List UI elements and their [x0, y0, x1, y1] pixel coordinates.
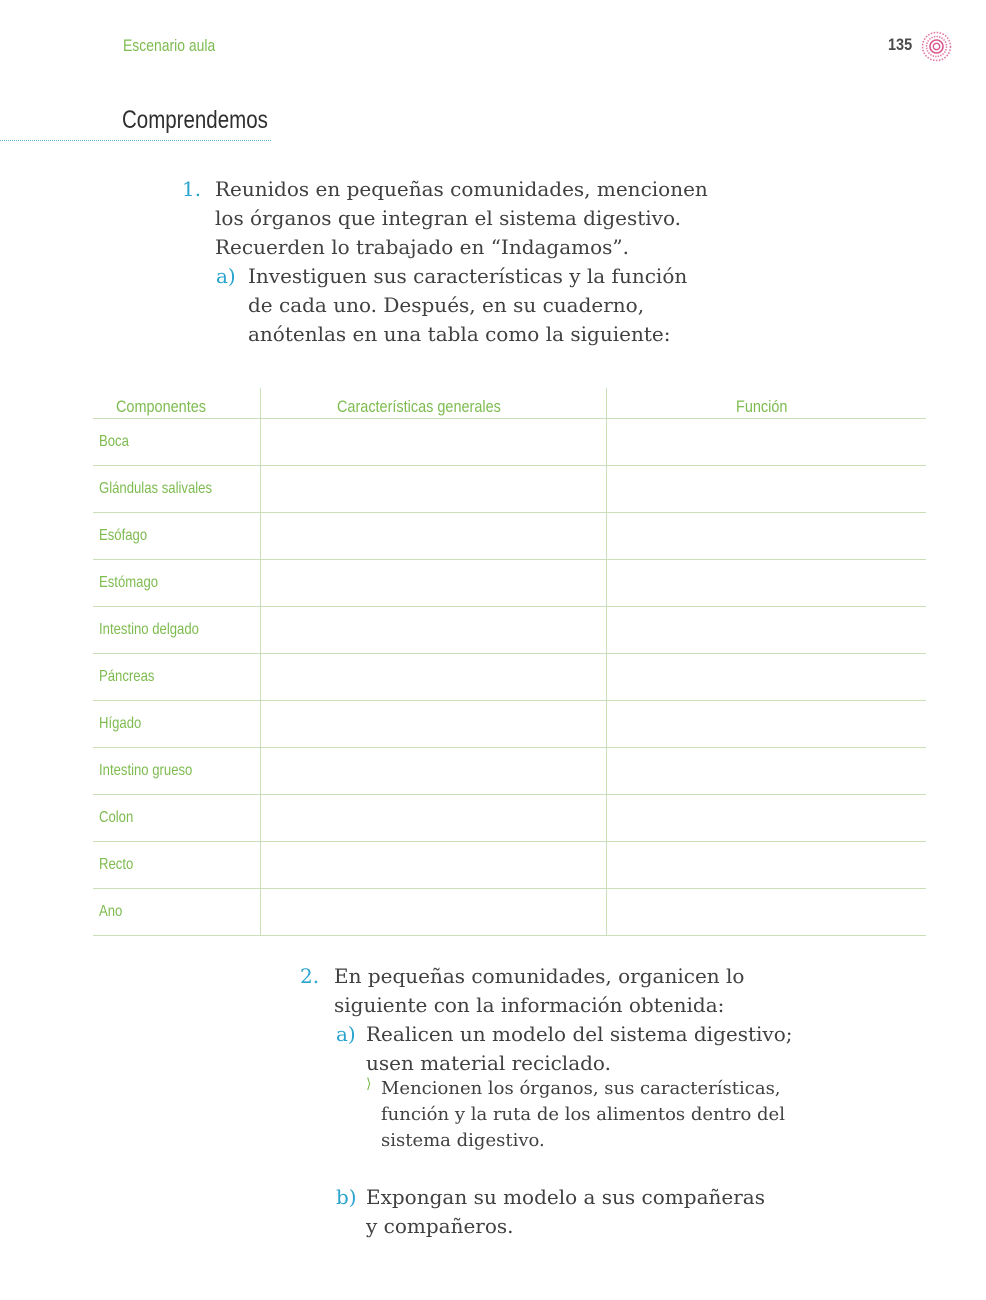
table-row: [93, 842, 926, 889]
text-line: Mencionen los órganos, sus características,: [381, 1078, 781, 1099]
question-1a-letter: a): [216, 264, 236, 288]
function-cell: [607, 560, 927, 607]
text-line: siguiente con la información obtenida:: [334, 993, 725, 1017]
organ-name: Intestino delgado: [93, 607, 261, 654]
concentric-circle-ornament-icon: [921, 31, 952, 62]
text-line: Realicen un modelo del sistema digestivo;: [366, 1022, 793, 1046]
function-cell: [607, 466, 927, 513]
function-cell: [607, 654, 927, 701]
text-line: Expongan su modelo a sus compañeras: [366, 1185, 765, 1209]
function-cell: [607, 748, 927, 795]
page-number: 135: [888, 35, 913, 54]
table-row: [93, 560, 926, 607]
table-row: [93, 513, 926, 560]
table-row: [93, 607, 926, 654]
organ-name: Glándulas salivales: [93, 466, 261, 513]
header-componentes: Componentes: [93, 388, 261, 419]
table-row: [93, 889, 926, 936]
function-cell: [607, 419, 927, 466]
table-row: [93, 748, 926, 795]
characteristics-cell: [261, 795, 607, 842]
question-1-number: 1.: [182, 177, 202, 201]
characteristics-cell: [261, 560, 607, 607]
text-line: sistema digestivo.: [381, 1130, 545, 1151]
text-line: los órganos que integran el sistema digestivo.: [215, 206, 681, 230]
table-header-row: [93, 388, 926, 419]
header-funcion: Función: [607, 388, 927, 419]
text-line: función y la ruta de los alimentos dentro del: [381, 1104, 785, 1125]
bullet-icon: ⟩: [366, 1076, 372, 1092]
characteristics-cell: [261, 513, 607, 560]
characteristics-cell: [261, 466, 607, 513]
table-row: [93, 795, 926, 842]
organ-name: Boca: [93, 419, 261, 466]
running-head: Escenario aula: [123, 36, 216, 55]
organ-name: Estómago: [93, 560, 261, 607]
text-line: Reunidos en pequeñas comunidades, mencionen: [215, 177, 708, 201]
organ-name: Ano: [93, 889, 261, 936]
function-cell: [607, 513, 927, 560]
function-cell: [607, 842, 927, 889]
organ-table: [93, 388, 926, 936]
text-line: Investiguen sus características y la función: [248, 264, 688, 288]
characteristics-cell: [261, 419, 607, 466]
characteristics-cell: [261, 701, 607, 748]
function-cell: [607, 701, 927, 748]
question-2a-letter: a): [336, 1022, 356, 1046]
function-cell: [607, 607, 927, 654]
organ-name: Esófago: [93, 513, 261, 560]
characteristics-cell: [261, 748, 607, 795]
organ-name: Hígado: [93, 701, 261, 748]
question-2b-text: [366, 1183, 765, 1241]
table-row: [93, 701, 926, 748]
table-row: [93, 654, 926, 701]
text-line: usen material reciclado.: [366, 1051, 611, 1075]
characteristics-cell: [261, 607, 607, 654]
table-row: [93, 466, 926, 513]
text-line: Recuerden lo trabajado en “Indagamos”.: [215, 235, 630, 259]
question-2-text: [334, 962, 744, 1020]
question-2-number: 2.: [300, 964, 320, 988]
organ-name: Colon: [93, 795, 261, 842]
text-line: anótenlas en una tabla como la siguiente:: [248, 322, 671, 346]
characteristics-cell: [261, 842, 607, 889]
function-cell: [607, 889, 927, 936]
function-cell: [607, 795, 927, 842]
organ-name: Páncreas: [93, 654, 261, 701]
characteristics-cell: [261, 654, 607, 701]
header-caracteristicas: Características generales: [261, 388, 607, 419]
organ-name: Recto: [93, 842, 261, 889]
question-2a-text: [366, 1020, 793, 1078]
text-line: En pequeñas comunidades, organicen lo: [334, 964, 745, 988]
organ-name: Intestino grueso: [93, 748, 261, 795]
question-2b-letter: b): [336, 1185, 357, 1209]
table-row: [93, 419, 926, 466]
characteristics-cell: [261, 889, 607, 936]
section-title: Comprendemos: [122, 106, 268, 134]
question-1-text: [215, 175, 708, 262]
text-line: de cada uno. Después, en su cuaderno,: [248, 293, 645, 317]
text-line: y compañeros.: [366, 1214, 514, 1238]
question-1a-text: [248, 262, 687, 349]
title-rule: [0, 140, 271, 141]
question-2a-subitem: [381, 1076, 785, 1154]
